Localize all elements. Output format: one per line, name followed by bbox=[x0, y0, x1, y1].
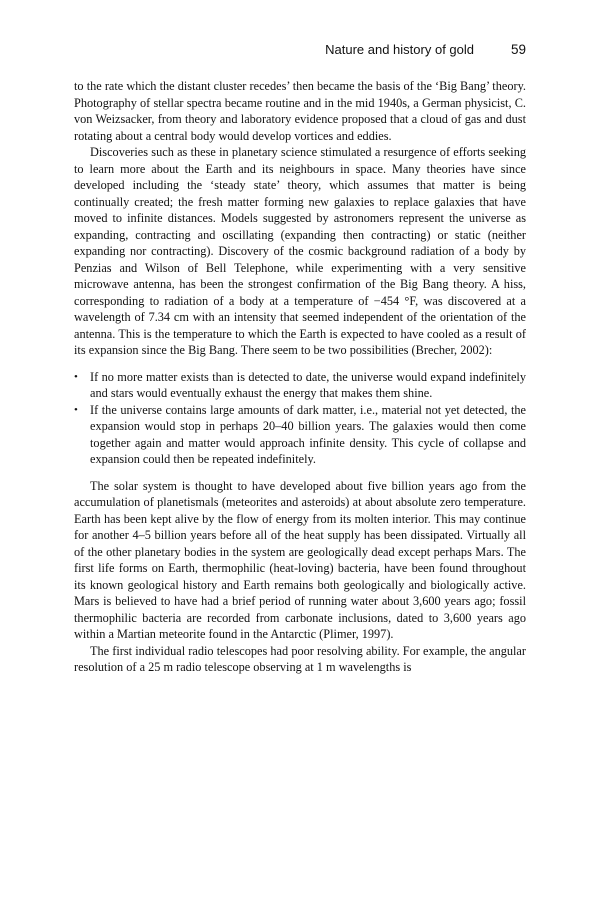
running-head-title: Nature and history of gold bbox=[325, 42, 474, 57]
bullet-item-2 bbox=[74, 402, 526, 468]
paragraph-1: to the rate which the distant cluster recedes’ then became the basis of the ‘Big Bang’ theory. Photography of stellar spectra became routine and in the mid 1940s, a German physicist, C. von Weizsacker, from theory and laboratory evidence proposed that a cloud of gas and dust rotating about a central body would develop vortices and eddies. bbox=[74, 79, 526, 143]
bullet-marker: • bbox=[74, 403, 78, 416]
body-text bbox=[74, 78, 526, 676]
paragraph-3: The solar system is thought to have developed about five billion years ago from the accumulation of planetismals (meteorites and asteroids) at about absolute zero temperature. Earth has been kept alive by the flow of energy from its molten interior. This may continue for another 4–5 billion years before all of the heat supply has been dissipated. Virtually all of the other planetary bodies in the system are geologically dead except perhaps Mars. The first life forms on Earth, thermophilic (heat-loving) bacteria, have been found throughout its known geological history and Earth remains both geologically and biologically active. Mars is believed to have had a brief period of running water about 3,600 years ago; fossil thermophilic bacteria are recorded from carbonate inclusions, dated to 3,600 years ago within a Martian meteorite found in the Antarctic (Plimer, 1997). bbox=[74, 478, 526, 641]
page-number: 59 bbox=[510, 42, 526, 57]
bullet-text-1: If no more matter exists than is detected to date, the universe would expand indefinitely and stars would eventually exhaust the energy that makes them shine. bbox=[90, 369, 526, 400]
bullet-text-2: If the universe contains large amounts of dark matter, i.e., material not yet detected, the expansion would stop in perhaps 20–40 billion years. The galaxies would then come together again and matter would approach infinite density. This cycle of collapse and expansion could then be repeated indefinitely. bbox=[90, 402, 526, 466]
bullet-marker: • bbox=[74, 370, 78, 383]
paragraph-2: Discoveries such as these in planetary science stimulated a resurgence of efforts seeking to learn more about the Earth and its neighbours in space. Many theories have since developed including the ‘steady state’ theory, which assumes that matter is being continually created; the fresh matter forming new galaxies to replace galaxies that have moved to infinite distances. Models suggested by astronomers represent the universe as expanding, contracting and oscillating (expanding then contracting) or static (neither expanding nor contracting). Discovery of the cosmic background radiation of a body by Penzias and Wilson of Bell Telephone, while experimenting with a very sensitive microwave antenna, has been the strongest confirmation of the Big Bang theory. A hiss, corresponding to radiation of a body at a temperature of −454 °F, was discovered at a wavelength of 7.34 cm with an intensity that seemed independent of the orientation of the antenna. This is the temperature to which the Earth is expected to have cooled as a result of its expansion since the Big Bang. There seem to be two possibilities (Brecher, 2002): bbox=[74, 145, 526, 357]
paragraph-4: The first individual radio telescopes had poor resolving ability. For example, the angular resolution of a 25 m radio telescope observing at 1 m wavelengths is bbox=[74, 643, 526, 674]
bullet-item-1 bbox=[74, 369, 526, 402]
bullet-list bbox=[74, 369, 526, 468]
running-head bbox=[74, 42, 526, 62]
